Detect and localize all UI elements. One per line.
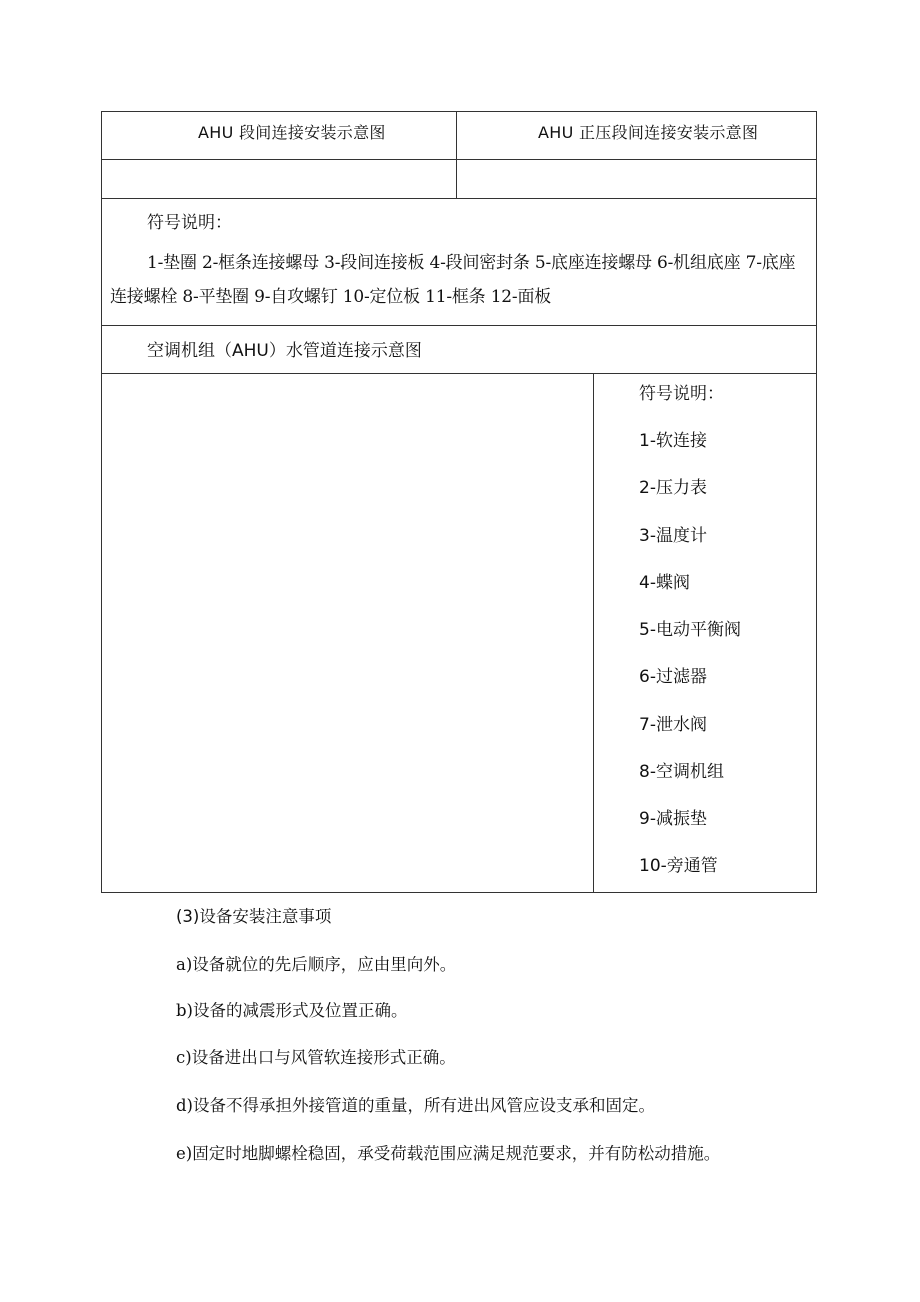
pipe-legend-item: 6-过滤器 xyxy=(639,667,707,687)
note-item xyxy=(176,997,408,1021)
note-item xyxy=(176,1092,655,1116)
symbol-legend-text: 1-垫圈 2-框条连接螺母 3-段间连接板 4-段间密封条 5-底座连接螺母 6-机组底座 7-底座连接螺栓 8-平垫圈 9-自攻螺钉 10-定位板 11-框条 12-面板 xyxy=(110,253,796,307)
note-prefix: e) xyxy=(176,1144,193,1163)
pipe-legend-item: 3-温度计 xyxy=(639,526,707,546)
installation-table xyxy=(101,111,817,893)
pipe-legend-item: 5-电动平衡阀 xyxy=(639,620,741,640)
table-row-titles xyxy=(102,112,816,160)
pipe-diagram-image xyxy=(102,374,593,892)
column-divider xyxy=(456,160,457,198)
table-row-symbol-legend xyxy=(102,199,816,326)
note-text: 固定时地脚螺栓稳固，承受荷载范围应满足规范要求，并有防松动措施。 xyxy=(192,1144,721,1163)
symbol-legend-heading: 符号说明： xyxy=(147,213,232,233)
ahu-positive-pressure-connection-title: AHU 正压段间连接安装示意图 xyxy=(538,123,759,142)
note-prefix: a) xyxy=(176,955,193,974)
column-divider xyxy=(593,374,594,892)
pipe-legend-heading: 符号说明： xyxy=(639,384,724,404)
note-prefix: b) xyxy=(176,1001,193,1020)
pipe-legend-item: 10-旁通管 xyxy=(639,856,718,876)
note-text: 设备的减震形式及位置正确。 xyxy=(193,1001,408,1020)
note-text: 设备就位的先后顺序，应由里向外。 xyxy=(192,955,457,974)
table-row-diagrams xyxy=(102,160,816,199)
pipe-legend-item: 9-减振垫 xyxy=(639,809,707,829)
note-text: 设备不得承担外接管道的重量，所有进出风管应设支承和固定。 xyxy=(193,1096,655,1115)
pipe-legend-item: 8-空调机组 xyxy=(639,762,724,782)
ahu-section-connection-title: AHU 段间连接安装示意图 xyxy=(198,123,386,142)
note-prefix: d) xyxy=(176,1096,193,1115)
notes-heading: (3)设备安装注意事项 xyxy=(176,907,332,926)
pipe-legend-item: 4-蝶阀 xyxy=(639,573,690,593)
note-text: 设备进出口与风管软连接形式正确。 xyxy=(191,1048,456,1067)
pipe-legend-item: 2-压力表 xyxy=(639,478,707,498)
note-prefix: c) xyxy=(176,1048,192,1067)
note-item xyxy=(176,1044,456,1068)
note-item xyxy=(176,951,456,975)
table-row-section-title xyxy=(102,326,816,374)
water-pipe-connection-title: 空调机组（AHU）水管道连接示意图 xyxy=(147,341,422,361)
pipe-legend-item: 7-泄水阀 xyxy=(639,715,707,735)
pipe-legend-item: 1-软连接 xyxy=(639,431,707,451)
column-divider xyxy=(456,112,457,159)
note-item xyxy=(176,1140,720,1164)
table-row-pipe-diagram xyxy=(102,374,816,892)
